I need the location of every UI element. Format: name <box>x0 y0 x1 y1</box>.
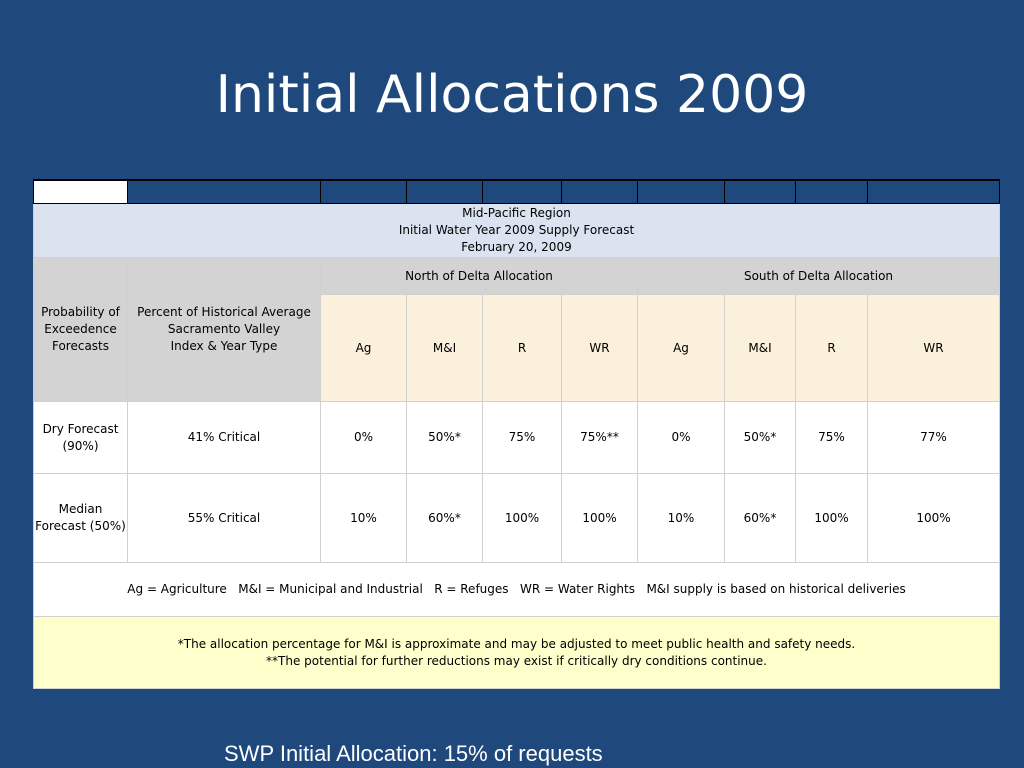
south-ag-cell: 10% <box>638 474 725 563</box>
north-r-cell: 100% <box>483 474 562 563</box>
region-header-row <box>34 204 1000 258</box>
region-header <box>34 204 1000 258</box>
north-mi-cell: 60%* <box>407 474 483 563</box>
percent-header-line3: Index & Year Type <box>170 339 278 353</box>
note-mi: *The allocation percentage for M&I is approximate and may be adjusted to meet public health and safety needs. <box>177 636 856 651</box>
region-name: Mid-Pacific Region <box>462 206 571 220</box>
south-mi-header: M&I <box>725 295 796 402</box>
north-ag-cell: 10% <box>321 474 407 563</box>
notes-cell <box>34 617 1000 689</box>
south-wr-cell: 77% <box>868 402 1000 474</box>
probability-header: Probability of Exceedence Forecasts <box>34 258 128 402</box>
north-mi-header: M&I <box>407 295 483 402</box>
north-group-header: North of Delta Allocation <box>321 258 638 295</box>
percent-header <box>128 258 321 402</box>
south-group-header: South of Delta Allocation <box>638 258 1000 295</box>
north-ag-header: Ag <box>321 295 407 402</box>
percent-header-line1: Percent of Historical Average <box>137 305 311 319</box>
forecast-date: February 20, 2009 <box>461 240 572 254</box>
table-row <box>34 402 1000 474</box>
allocation-table <box>33 179 1000 689</box>
south-mi-cell: 60%* <box>725 474 796 563</box>
probability-cell: Dry Forecast (90%) <box>34 402 128 474</box>
notes-row <box>34 617 1000 689</box>
percent-header-line2: Sacramento Valley <box>167 322 281 336</box>
legend-row <box>34 563 1000 617</box>
forecast-title: Initial Water Year 2009 Supply Forecast <box>398 223 635 237</box>
slide-title: Initial Allocations 2009 <box>215 65 809 125</box>
percent-cell: 55% Critical <box>128 474 321 563</box>
north-mi-cell: 50%* <box>407 402 483 474</box>
table-row <box>34 474 1000 563</box>
south-ag-cell: 0% <box>638 402 725 474</box>
north-wr-cell: 75%** <box>562 402 638 474</box>
table-top-bar <box>34 180 1000 204</box>
swp-allocation-footer: SWP Initial Allocation: 15% of requests <box>224 741 603 766</box>
north-r-cell: 75% <box>483 402 562 474</box>
percent-cell: 41% Critical <box>128 402 321 474</box>
north-wr-cell: 100% <box>562 474 638 563</box>
group-header-row <box>34 258 1000 295</box>
south-r-cell: 75% <box>796 402 868 474</box>
probability-cell: Median Forecast (50%) <box>34 474 128 563</box>
south-wr-cell: 100% <box>868 474 1000 563</box>
south-r-header: R <box>796 295 868 402</box>
south-r-cell: 100% <box>796 474 868 563</box>
south-wr-header: WR <box>868 295 1000 402</box>
north-wr-header: WR <box>562 295 638 402</box>
north-ag-cell: 0% <box>321 402 407 474</box>
note-reductions: **The potential for further reductions may exist if critically dry conditions continue. <box>266 653 767 668</box>
south-ag-header: Ag <box>638 295 725 402</box>
south-mi-cell: 50%* <box>725 402 796 474</box>
legend-text: Ag = Agriculture M&I = Municipal and Industrial R = Refuges WR = Water Rights M&I supply is based on historical deliveries <box>34 563 1000 617</box>
north-r-header: R <box>483 295 562 402</box>
